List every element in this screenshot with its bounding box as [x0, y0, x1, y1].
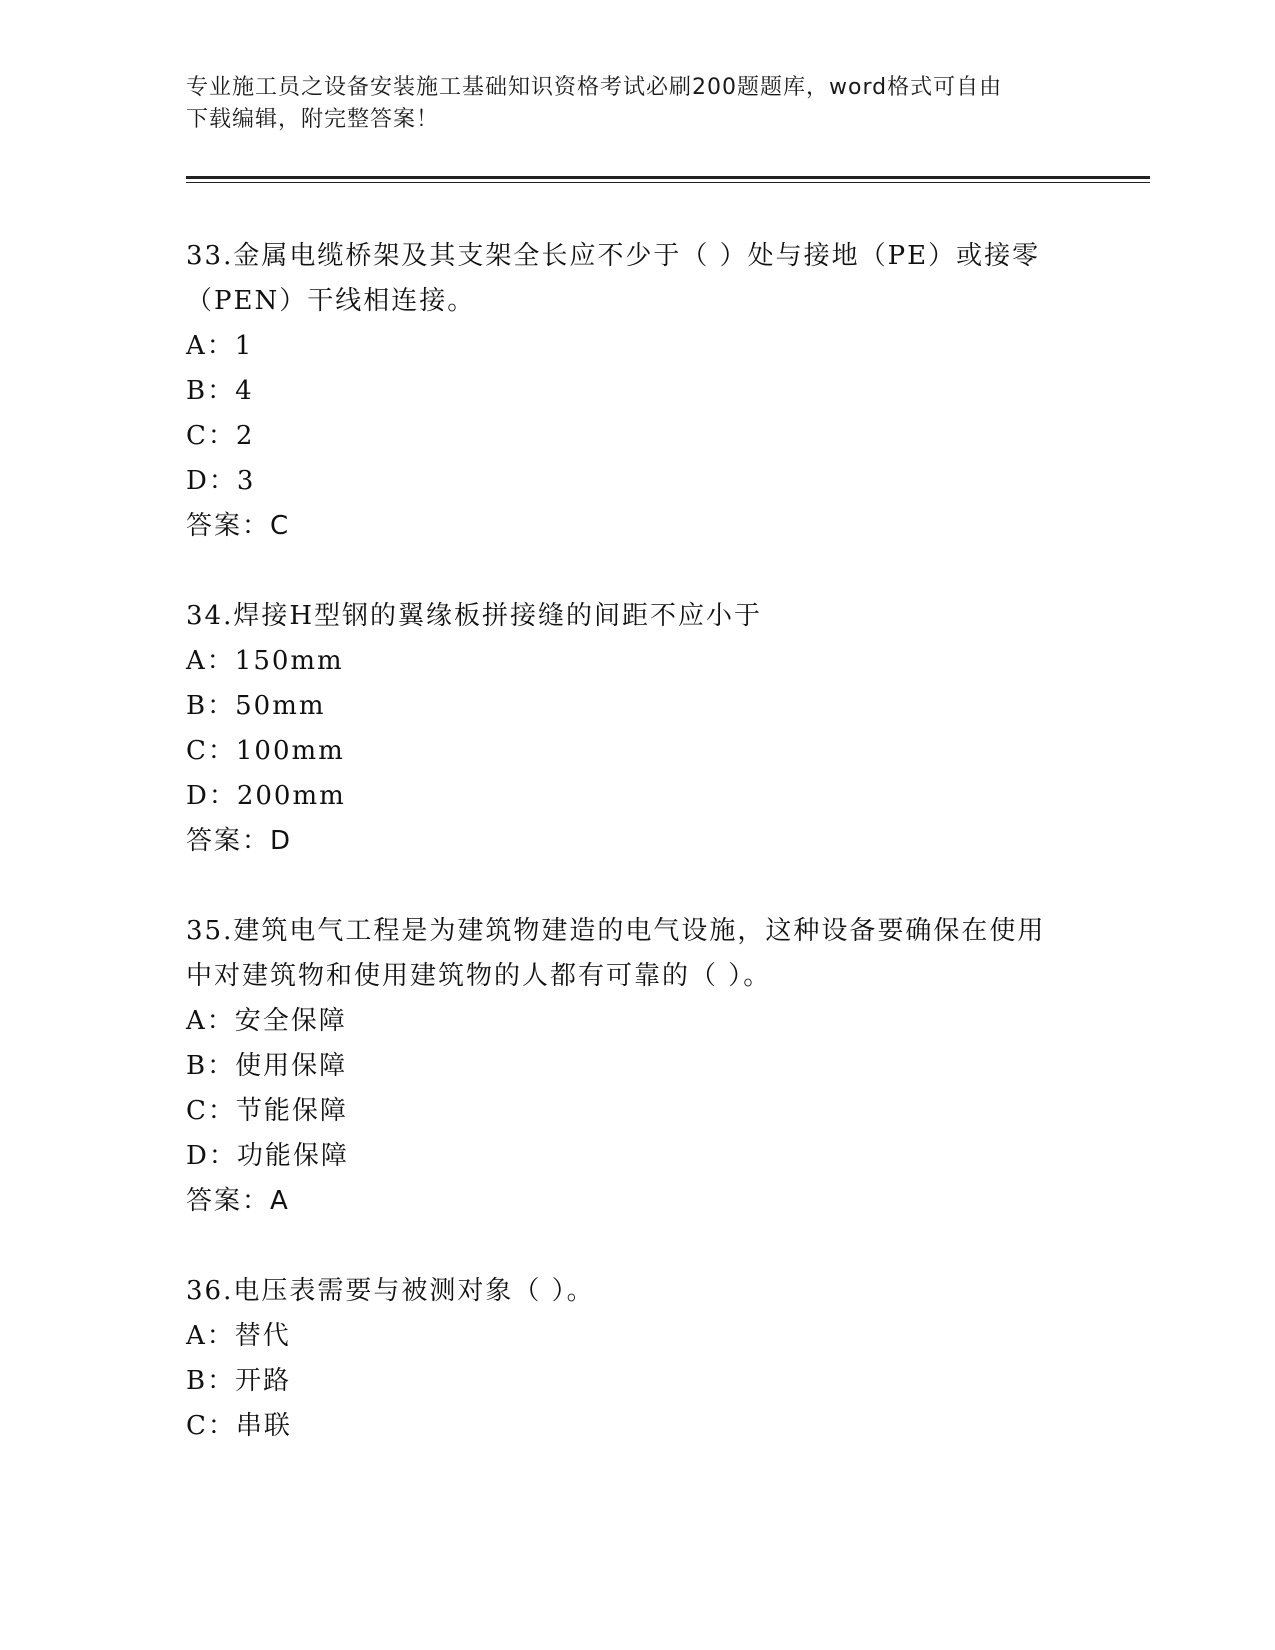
question-stem-line-1: 35.建筑电气工程是为建筑物建造的电气设施，这种设备要确保在使用 — [186, 916, 1046, 946]
option-c: C：100mm — [186, 736, 345, 766]
question-36 — [186, 1269, 1086, 1449]
question-list — [186, 234, 1086, 1494]
header-divider-thin — [186, 182, 1150, 183]
option-a: A：1 — [186, 331, 254, 361]
option-d: D：200mm — [186, 781, 346, 811]
option-b: B：使用保障 — [186, 1051, 348, 1081]
document-header — [186, 72, 1086, 136]
question-stem-line-2: 中对建筑物和使用建筑物的人都有可靠的（ ）。 — [186, 961, 772, 991]
option-b: B：开路 — [186, 1366, 292, 1396]
question-stem-line-1: 34.焊接H型钢的翼缘板拼接缝的间距不应小于 — [186, 601, 763, 631]
answer: 答案：D — [186, 826, 293, 856]
question-stem-line-1: 33.金属电缆桥架及其支架全长应不少于（ ）处与接地（PE）或接零 — [186, 241, 1041, 271]
option-c: C：2 — [186, 421, 255, 451]
option-c: C：节能保障 — [186, 1096, 348, 1126]
answer: 答案：C — [186, 511, 291, 541]
header-line-2: 下载编辑，附完整答案！ — [186, 107, 440, 132]
option-b: B：50mm — [186, 691, 326, 721]
option-d: D：功能保障 — [186, 1141, 349, 1171]
question-stem-line-2: （PEN）干线相连接。 — [186, 286, 476, 316]
question-stem-line-1: 36.电压表需要与被测对象（ ）。 — [186, 1276, 595, 1306]
question-35 — [186, 909, 1086, 1224]
option-b: B：4 — [186, 376, 254, 406]
answer: 答案：A — [186, 1186, 290, 1216]
option-d: D：3 — [186, 466, 256, 496]
option-c: C：串联 — [186, 1411, 292, 1441]
header-line-1: 专业施工员之设备安装施工基础知识资格考试必刷200题题库，word格式可自由 — [186, 75, 1003, 100]
question-33 — [186, 234, 1086, 549]
option-a: A：150mm — [186, 646, 344, 676]
header-divider-thick — [186, 176, 1150, 179]
question-34 — [186, 594, 1086, 864]
option-a: A：安全保障 — [186, 1006, 347, 1036]
option-a: A：替代 — [186, 1321, 291, 1351]
